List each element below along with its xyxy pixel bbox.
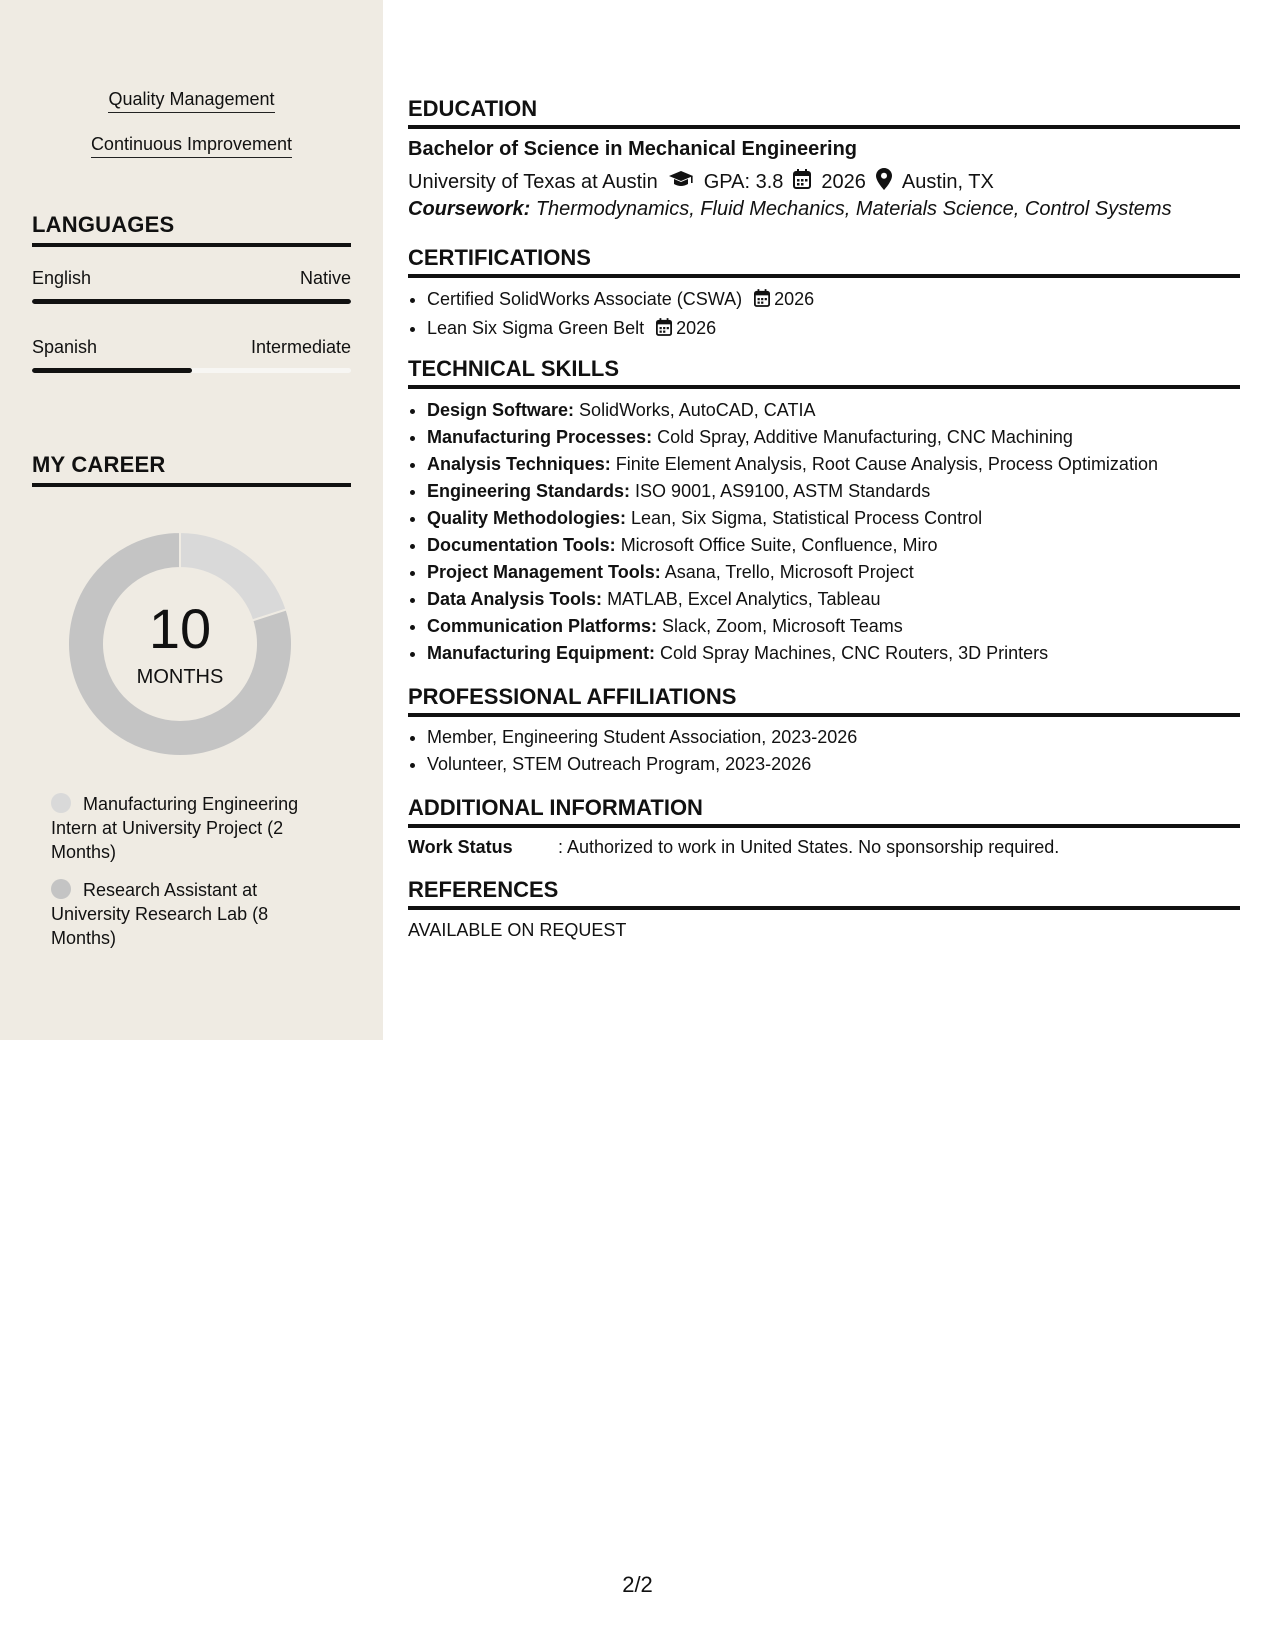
work-status-value: : Authorized to work in United States. No sponsorship required. (558, 837, 1060, 857)
language-name: Spanish (32, 337, 98, 357)
certifications-list (408, 286, 814, 344)
skill-item: • Data Analysis Tools: MATLAB, Excel Analytics, Tableau (427, 586, 1158, 613)
coursework (408, 198, 1172, 221)
skill-item: • Communication Platforms: Slack, Zoom, Microsoft Teams (427, 613, 1158, 640)
language-level: Native (299, 268, 351, 288)
coursework-label: Coursework: (408, 198, 531, 220)
skill-item: • Manufacturing Processes: Cold Spray, Additive Manufacturing, CNC Machining (427, 424, 1158, 451)
skill-item: • Design Software: SolidWorks, AutoCAD, CATIA (427, 397, 1158, 424)
calendar-icon (793, 169, 811, 195)
school-name: University of Texas at Austin (408, 170, 658, 193)
school-location: Austin, TX (901, 170, 994, 193)
work-status (408, 837, 1059, 858)
language-row (32, 337, 351, 358)
graduation-cap-icon (668, 169, 694, 195)
location-pin-icon (876, 168, 892, 196)
career-legend-item (51, 878, 331, 950)
career-total-unit: MONTHS (136, 666, 224, 688)
education-heading: EDUCATION (408, 96, 1240, 129)
calendar-icon (754, 288, 770, 315)
additional-info-heading: ADDITIONAL INFORMATION (408, 795, 1240, 828)
skill-tag: Continuous Improvement (0, 134, 383, 158)
degree-title: Bachelor of Science in Mechanical Engineering (408, 138, 858, 160)
calendar-icon (656, 317, 672, 344)
skill-item: • Manufacturing Equipment: Cold Spray Machines, CNC Routers, 3D Printers (427, 640, 1158, 667)
career-legend-label: Research Assistant at University Research Lab (8 Months) (51, 880, 269, 948)
affiliations-heading: PROFESSIONAL AFFILIATIONS (408, 684, 1240, 717)
language-proficiency-fill (32, 368, 192, 373)
language-row (32, 268, 351, 289)
language-level: Intermediate (250, 337, 351, 357)
affiliations-list (408, 724, 857, 778)
page-number: 2/2 (622, 1572, 653, 1597)
career-total-value: 10 (148, 597, 212, 660)
career-donut-chart (66, 530, 294, 758)
affiliation-item: • Member, Engineering Student Association, 2023-2026 (427, 724, 857, 751)
sidebar (0, 0, 383, 1040)
career-legend-dot (51, 793, 71, 813)
education-meta (408, 168, 994, 196)
affiliation-item: • Volunteer, STEM Outreach Program, 2023-2026 (427, 751, 857, 778)
skill-item: • Quality Methodologies: Lean, Six Sigma, Statistical Process Control (427, 505, 1158, 532)
technical-skills-list (408, 397, 1158, 667)
career-legend-item (51, 792, 331, 864)
skill-item: • Analysis Techniques: Finite Element Analysis, Root Cause Analysis, Process Optimization (427, 451, 1158, 478)
language-name: English (32, 268, 92, 288)
certifications-heading: CERTIFICATIONS (408, 245, 1240, 278)
references-text: AVAILABLE ON REQUEST (408, 920, 627, 940)
skill-item: • Project Management Tools: Asana, Trello, Microsoft Project (427, 559, 1158, 586)
references-heading: REFERENCES (408, 877, 1240, 910)
career-heading: MY CAREER (32, 452, 351, 487)
skill-item: • Engineering Standards: ISO 9001, AS9100, ASTM Standards (427, 478, 1158, 505)
coursework-list: Thermodynamics, Fluid Mechanics, Materials Science, Control Systems (535, 198, 1172, 220)
career-legend-label: Manufacturing Engineering Intern at University Project (2 Months) (51, 794, 299, 862)
graduation-year: 2026 (821, 170, 866, 193)
certification-item: • Certified SolidWorks Associate (CSWA) 2026 (427, 286, 814, 315)
technical-skills-heading: TECHNICAL SKILLS (408, 356, 1240, 389)
career-legend-dot (51, 879, 71, 899)
skill-tag: Quality Management (0, 89, 383, 113)
language-proficiency-bar (32, 368, 351, 373)
gpa: GPA: 3.8 (703, 170, 784, 193)
certification-item: • Lean Six Sigma Green Belt 2026 (427, 315, 814, 344)
certification-year: 2026 (774, 289, 815, 309)
language-proficiency-fill (32, 299, 351, 304)
certification-year: 2026 (676, 318, 717, 338)
work-status-label: Work Status (408, 837, 513, 857)
languages-heading: LANGUAGES (32, 212, 351, 247)
language-proficiency-bar (32, 299, 351, 304)
skill-item: • Documentation Tools: Microsoft Office Suite, Confluence, Miro (427, 532, 1158, 559)
